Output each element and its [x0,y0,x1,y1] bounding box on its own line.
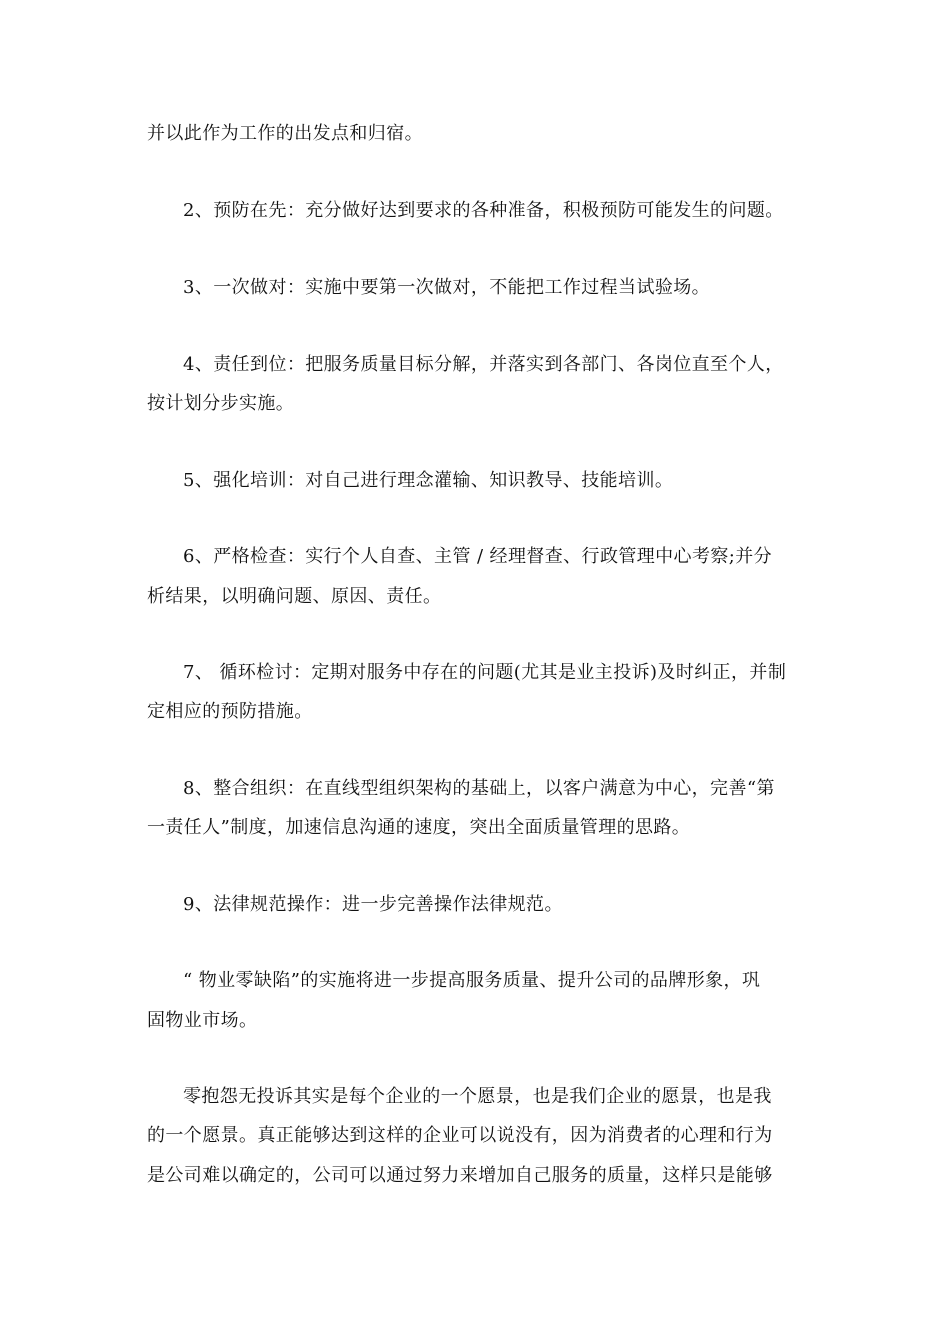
paragraph-line: 7、 循环检讨：定期对服务中存在的问题(尤其是业主投诉)及时纠正，并制 [183,662,787,683]
paragraph-line: 2、预防在先：充分做好达到要求的各种准备，积极预防可能发生的问题。 [183,200,784,221]
paragraph-line: 一责任人”制度，加速信息沟通的速度，突出全面质量管理的思路。 [147,817,691,838]
paragraph-line: 4、责任到位：把服务质量目标分解，并落实到各部门、各岗位直至个人， [183,354,784,375]
paragraph-line: 是公司难以确定的，公司可以通过努力来增加自己服务的质量，这样只是能够 [147,1165,773,1186]
paragraph-line: 的一个愿景。真正能够达到这样的企业可以说没有，因为消费者的心理和行为 [147,1125,773,1146]
paragraph-line: 固物业市场。 [147,1010,258,1031]
paragraph-line: 析结果，以明确问题、原因、责任。 [147,586,442,607]
paragraph-line: 按计划分步实施。 [147,393,295,414]
paragraph-line: 6、严格检查：实行个人自查、主管 / 经理督查、行政管理中心考察;并分 [183,546,773,567]
paragraph-line: 3、一次做对：实施中要第一次做对，不能把工作过程当试验场。 [183,277,711,298]
paragraph-line: 定相应的预防措施。 [147,701,313,722]
paragraph-line: 并以此作为工作的出发点和归宿。 [147,123,423,144]
paragraph-line: 9、法律规范操作：进一步完善操作法律规范。 [183,894,563,915]
paragraph-line: 5、强化培训：对自己进行理念灌输、知识教导、技能培训。 [183,470,674,491]
paragraph-line: 零抱怨无投诉其实是每个企业的一个愿景，也是我们企业的愿景，也是我 [183,1086,772,1107]
paragraph-line: “ 物业零缺陷”的实施将进一步提高服务质量、提升公司的品牌形象，巩 [183,970,761,991]
paragraph-line: 8、整合组织：在直线型组织架构的基础上，以客户满意为中心，完善“第 [183,778,775,799]
